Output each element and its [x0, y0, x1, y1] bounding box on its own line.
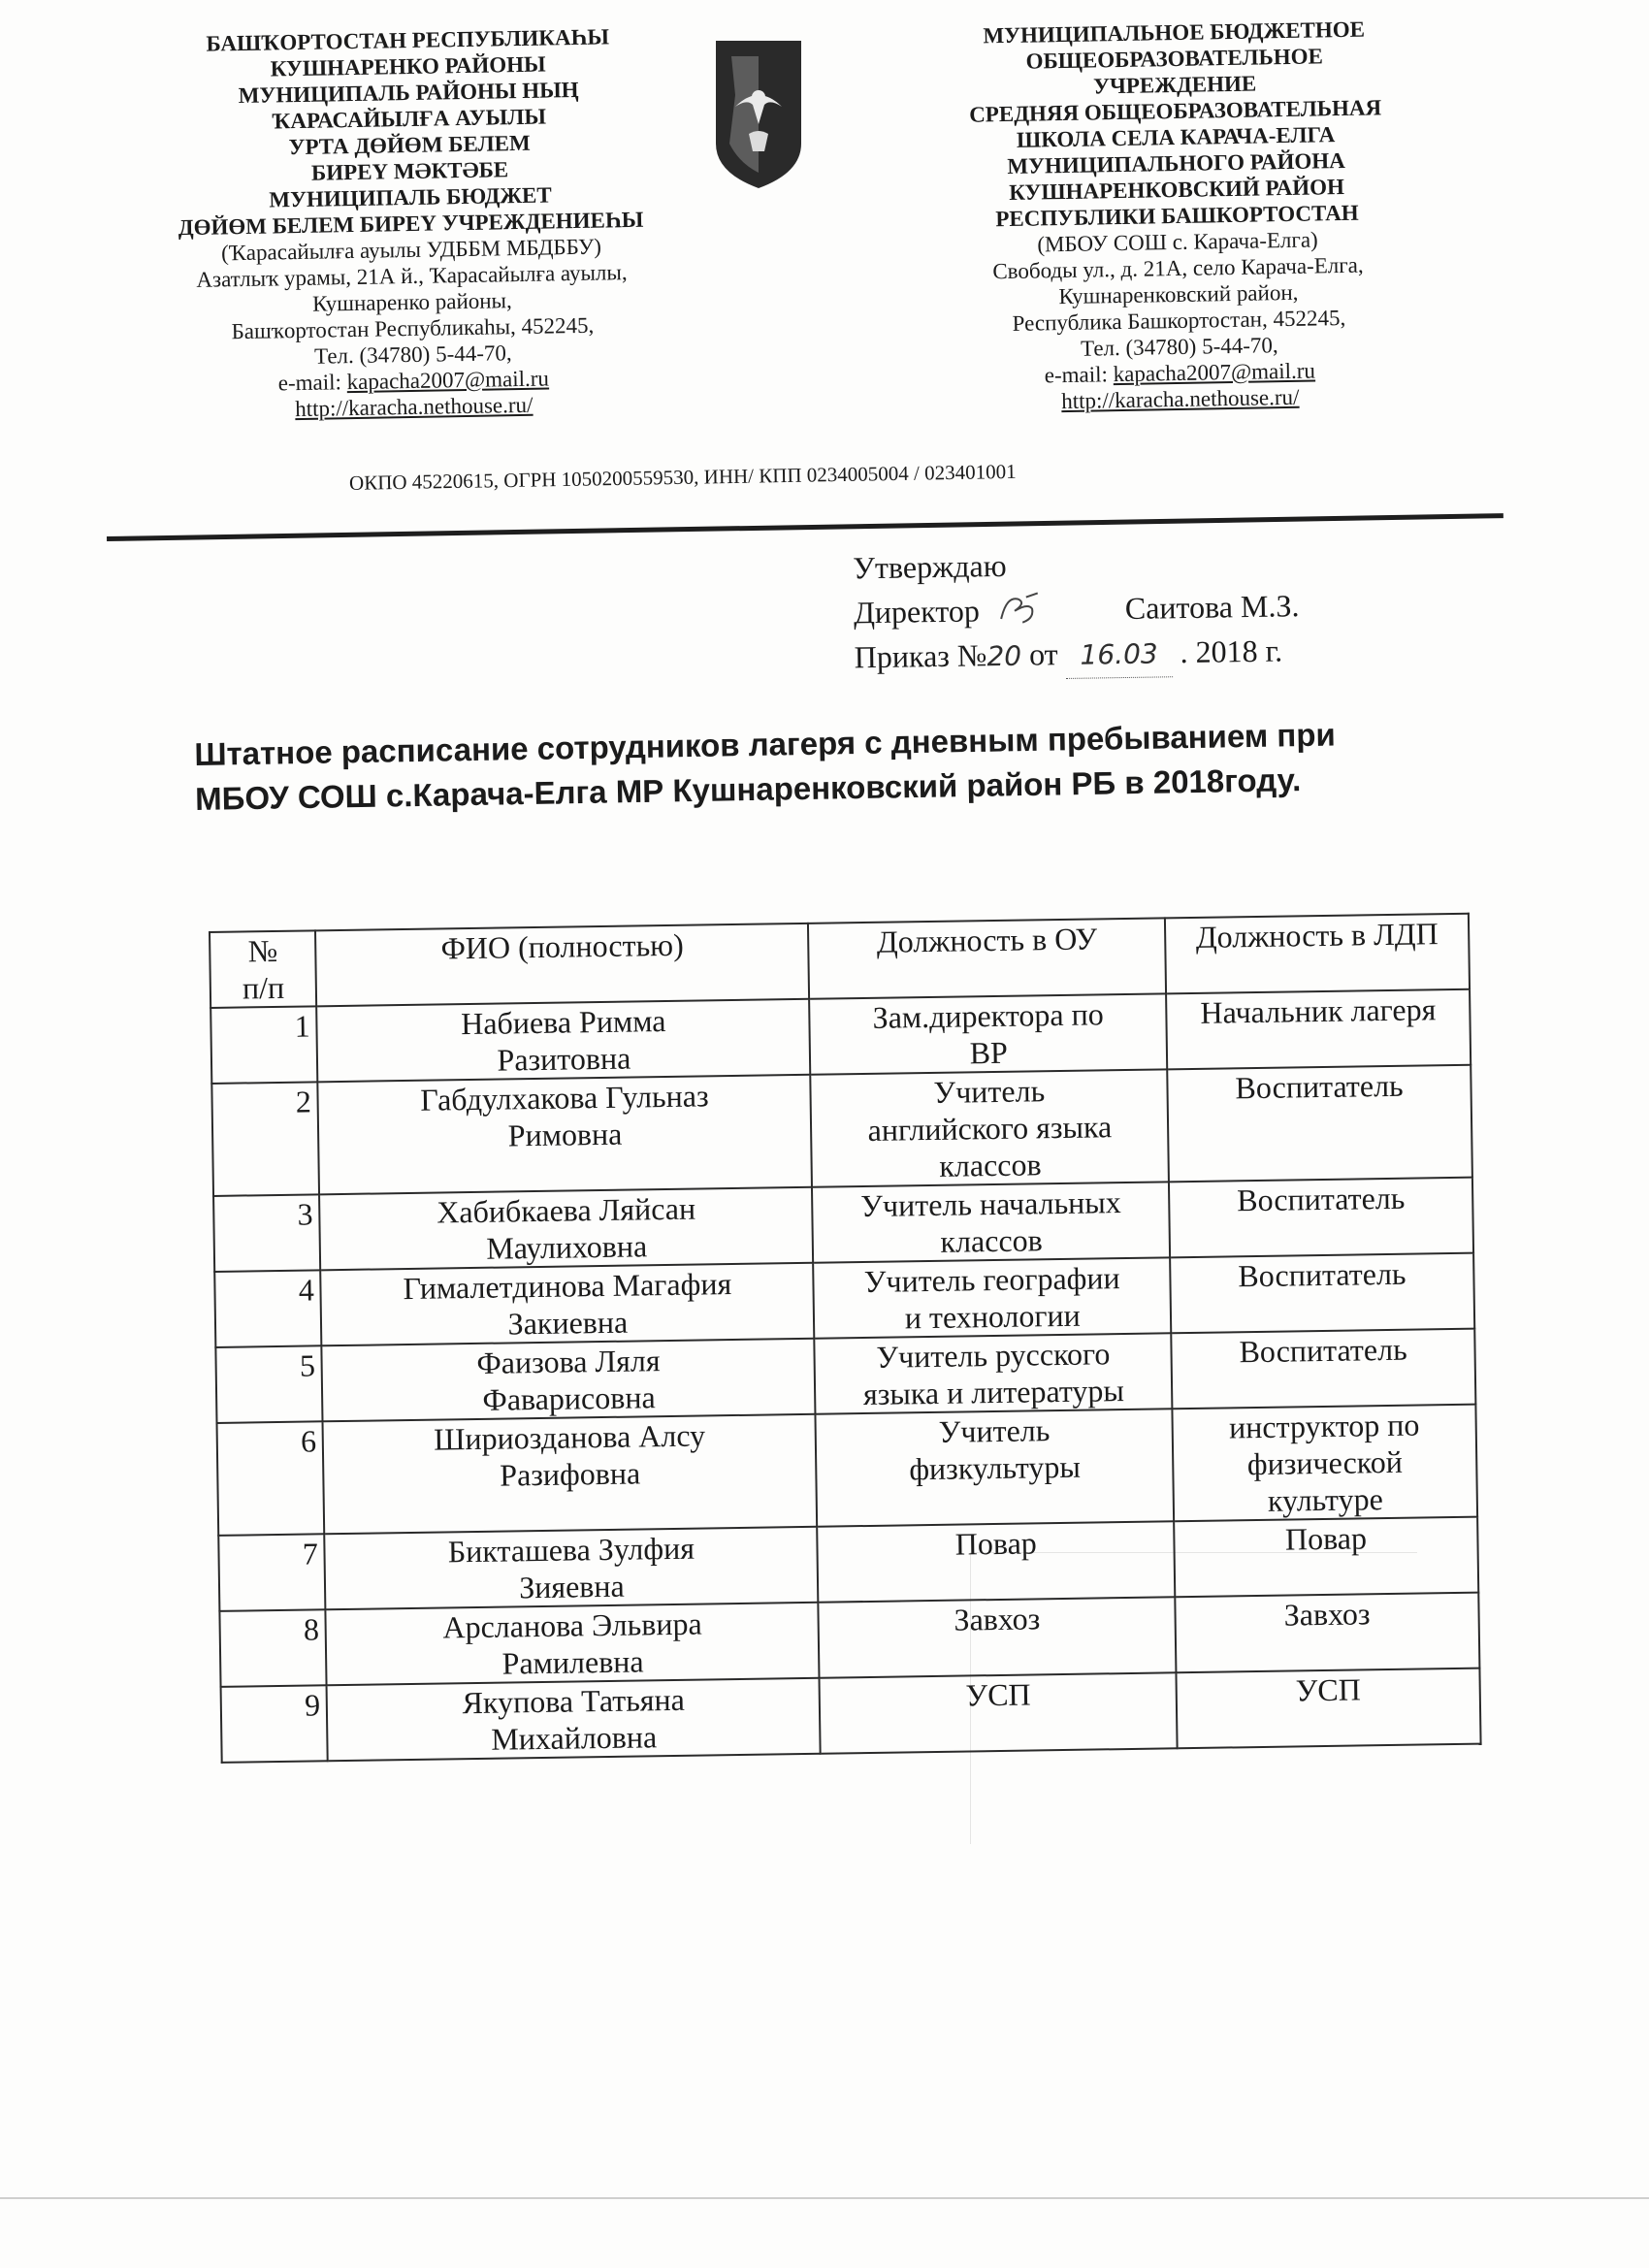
left-header-line: Тел. (34780) 5-44-70,	[313, 340, 512, 369]
cell-number: 8	[219, 1609, 326, 1687]
cell-fio: Набиева Римма Разитовна	[316, 999, 810, 1083]
order-date: 16.03	[1065, 632, 1173, 679]
cell-number: 3	[213, 1194, 320, 1272]
page-bottom-edge	[0, 2197, 1649, 2199]
left-header-line: Азатлыҡ урамы, 21А й., Ҡарасайылға ауылы,	[196, 260, 628, 292]
header-school-position: Должность в ОУ	[808, 918, 1166, 998]
header-fio: ФИО (полностью)	[315, 923, 809, 1007]
cell-number: 4	[214, 1270, 321, 1347]
left-header-line: Башҡортостан Республикаһы, 452245,	[231, 312, 595, 344]
left-header-line: ДӨЙӨМ БЕЛЕМ БИРЕҮ УЧРЕЖДЕНИЕҺЫ	[178, 207, 644, 241]
cell-camp-position: Начальник лагеря	[1166, 989, 1471, 1070]
order-label: Приказ №	[854, 637, 987, 675]
cell-school-position: УСП	[820, 1672, 1178, 1753]
approval-stamp-block	[853, 537, 1398, 680]
table-row	[217, 1405, 1478, 1536]
staff-rows	[210, 989, 1480, 1763]
right-header-email-label: e-mail:	[1044, 362, 1114, 388]
table-row	[211, 1065, 1472, 1196]
cell-camp-position: Воспитатель	[1167, 1065, 1472, 1183]
right-header-line: СРЕДНЯЯ ОБЩЕОБРАЗОВАТЕЛЬНАЯ	[968, 95, 1382, 127]
org-requisites: ОКПО 45220615, ОГРН 1050200559530, ИНН/ КПП 0234005004 / 023401001	[348, 459, 1017, 495]
left-header-line: Кушнаренко районы,	[311, 288, 512, 316]
cell-fio: Фаизова Ляля Фаварисовна	[322, 1339, 816, 1422]
cell-number: 5	[215, 1345, 322, 1423]
cell-school-position: Учитель английского языка классов	[811, 1069, 1169, 1186]
cell-fio: Гималетдинова Магафия Закиевна	[320, 1263, 814, 1346]
cell-school-position: Учитель начальных классов	[812, 1182, 1170, 1262]
staff-table	[209, 913, 1482, 1764]
cell-fio: Шириозданова Алсу Разифовна	[323, 1414, 818, 1535]
header-camp-position: Должность в ЛДП	[1165, 914, 1470, 994]
order-line	[854, 627, 1398, 680]
header-number: № п/п	[210, 930, 316, 1008]
cell-school-position: Завхоз	[819, 1597, 1177, 1677]
staff-table-container	[209, 913, 1482, 1764]
cell-number: 2	[211, 1082, 319, 1196]
left-header-line: (Ҡарасайылға ауылы УДББМ МБДББУ)	[220, 234, 602, 266]
document-title	[194, 710, 1456, 822]
cell-school-position: Учитель физкультуры	[816, 1409, 1174, 1526]
left-header-line: УРТА ДӨЙӨМ БЕЛЕМ	[288, 130, 531, 160]
right-header-line: ШКОЛА СЕЛА КАРАЧА-ЕЛГА	[1016, 122, 1336, 152]
title-line-1: Штатное расписание сотрудников лагеря с дневным пребыванием при	[194, 716, 1337, 772]
director-name: Саитова М.З.	[1124, 588, 1300, 627]
header-bashkir-block	[146, 22, 676, 424]
right-header-line: Кушнаренковский район,	[1058, 279, 1299, 309]
cell-number: 6	[217, 1421, 325, 1536]
cell-school-position: Учитель географии и технологии	[814, 1257, 1172, 1338]
cell-school-position: Зам.директора по ВР	[810, 993, 1168, 1074]
right-header-line: УЧРЕЖДЕНИЕ	[1092, 71, 1257, 99]
signature-mark	[993, 589, 1047, 629]
cell-camp-position: Воспитатель	[1171, 1329, 1475, 1409]
coat-of-arms-emblem	[710, 37, 807, 192]
cell-fio: Якупова Татьяна Михайловна	[327, 1678, 821, 1762]
cell-camp-position: инструктор по физической культуре	[1173, 1405, 1478, 1522]
order-from-label: от	[1028, 636, 1058, 672]
cell-number: 9	[221, 1685, 328, 1763]
cell-camp-position: Воспитатель	[1170, 1253, 1474, 1334]
cell-school-position: Учитель русского языка и литературы	[815, 1333, 1173, 1413]
left-header-email-link[interactable]: kapacha2007@mail.ru	[346, 366, 550, 395]
cell-number: 1	[210, 1006, 317, 1084]
header-divider	[107, 513, 1504, 541]
left-header-line: МУНИЦИПАЛЬ РАЙОНЫ НЫҢ	[238, 77, 579, 109]
title-line-2: МБОУ СОШ с.Карача-Елга МР Кушнаренковский район РБ в 2018году.	[194, 761, 1302, 817]
order-year: . 2018 г.	[1180, 632, 1283, 670]
right-header-line: ОБЩЕОБРАЗОВАТЕЛЬНОЕ	[1025, 44, 1324, 74]
left-header-line: БАШҠОРТОСТАН РЕСПУБЛИКАҺЫ	[206, 24, 610, 56]
approval-label: Утверждаю	[853, 547, 1007, 586]
order-number: 20	[986, 639, 1022, 673]
cell-camp-position: Завхоз	[1175, 1593, 1479, 1673]
cell-camp-position: Воспитатель	[1169, 1178, 1473, 1258]
cell-fio: Габдулхакова Гульназ Римовна	[318, 1075, 813, 1195]
left-header-line: МУНИЦИПАЛЬ БЮДЖЕТ	[269, 182, 552, 212]
director-label: Директор	[853, 593, 981, 631]
right-header-line: Тел. (34780) 5-44-70,	[1080, 333, 1278, 361]
right-header-website-link[interactable]: http://karacha.nethouse.ru/	[1060, 384, 1300, 414]
right-header-line: Республика Башкортостан, 452245,	[1012, 305, 1346, 336]
left-header-line: ҠАРАСАЙЫЛҒА АУЫЛЫ	[272, 104, 547, 134]
left-header-line: КУШНАРЕНКО РАЙОНЫ	[270, 51, 546, 81]
cell-camp-position: Повар	[1174, 1517, 1478, 1598]
cell-school-position: Повар	[818, 1521, 1176, 1602]
right-header-line: (МБОУ СОШ с. Карача-Елга)	[1037, 227, 1318, 257]
right-header-line: МУНИЦИПАЛЬНОГО РАЙОНА	[1007, 147, 1346, 179]
right-header-line: МУНИЦИПАЛЬНОЕ БЮДЖЕТНОЕ	[983, 16, 1366, 49]
cell-fio: Арсланова Эльвира Рамилевна	[326, 1603, 820, 1686]
right-header-line: РЕСПУБЛИКИ БАШКОРТОСТАН	[995, 200, 1359, 232]
header-russian-block	[951, 16, 1404, 416]
left-header-email-label: e-mail:	[277, 370, 347, 396]
cell-fio: Хабибкаева Ляйсан Маулиховна	[319, 1187, 813, 1271]
right-header-email-link[interactable]: kapacha2007@mail.ru	[1113, 358, 1316, 387]
left-header-website-link[interactable]: http://karacha.nethouse.ru/	[294, 392, 534, 422]
right-header-line: КУШНАРЕНКОВСКИЙ РАЙОН	[1009, 174, 1345, 205]
cell-fio: Бикташева Зулфия Зияевна	[325, 1527, 819, 1610]
right-header-line: Свободы ул., д. 21А, село Карача-Елга,	[992, 252, 1364, 284]
cell-camp-position: УСП	[1177, 1669, 1481, 1749]
cell-number: 7	[218, 1534, 325, 1611]
left-header-line: БИРЕҮ МӘКТӘБЕ	[310, 157, 509, 185]
